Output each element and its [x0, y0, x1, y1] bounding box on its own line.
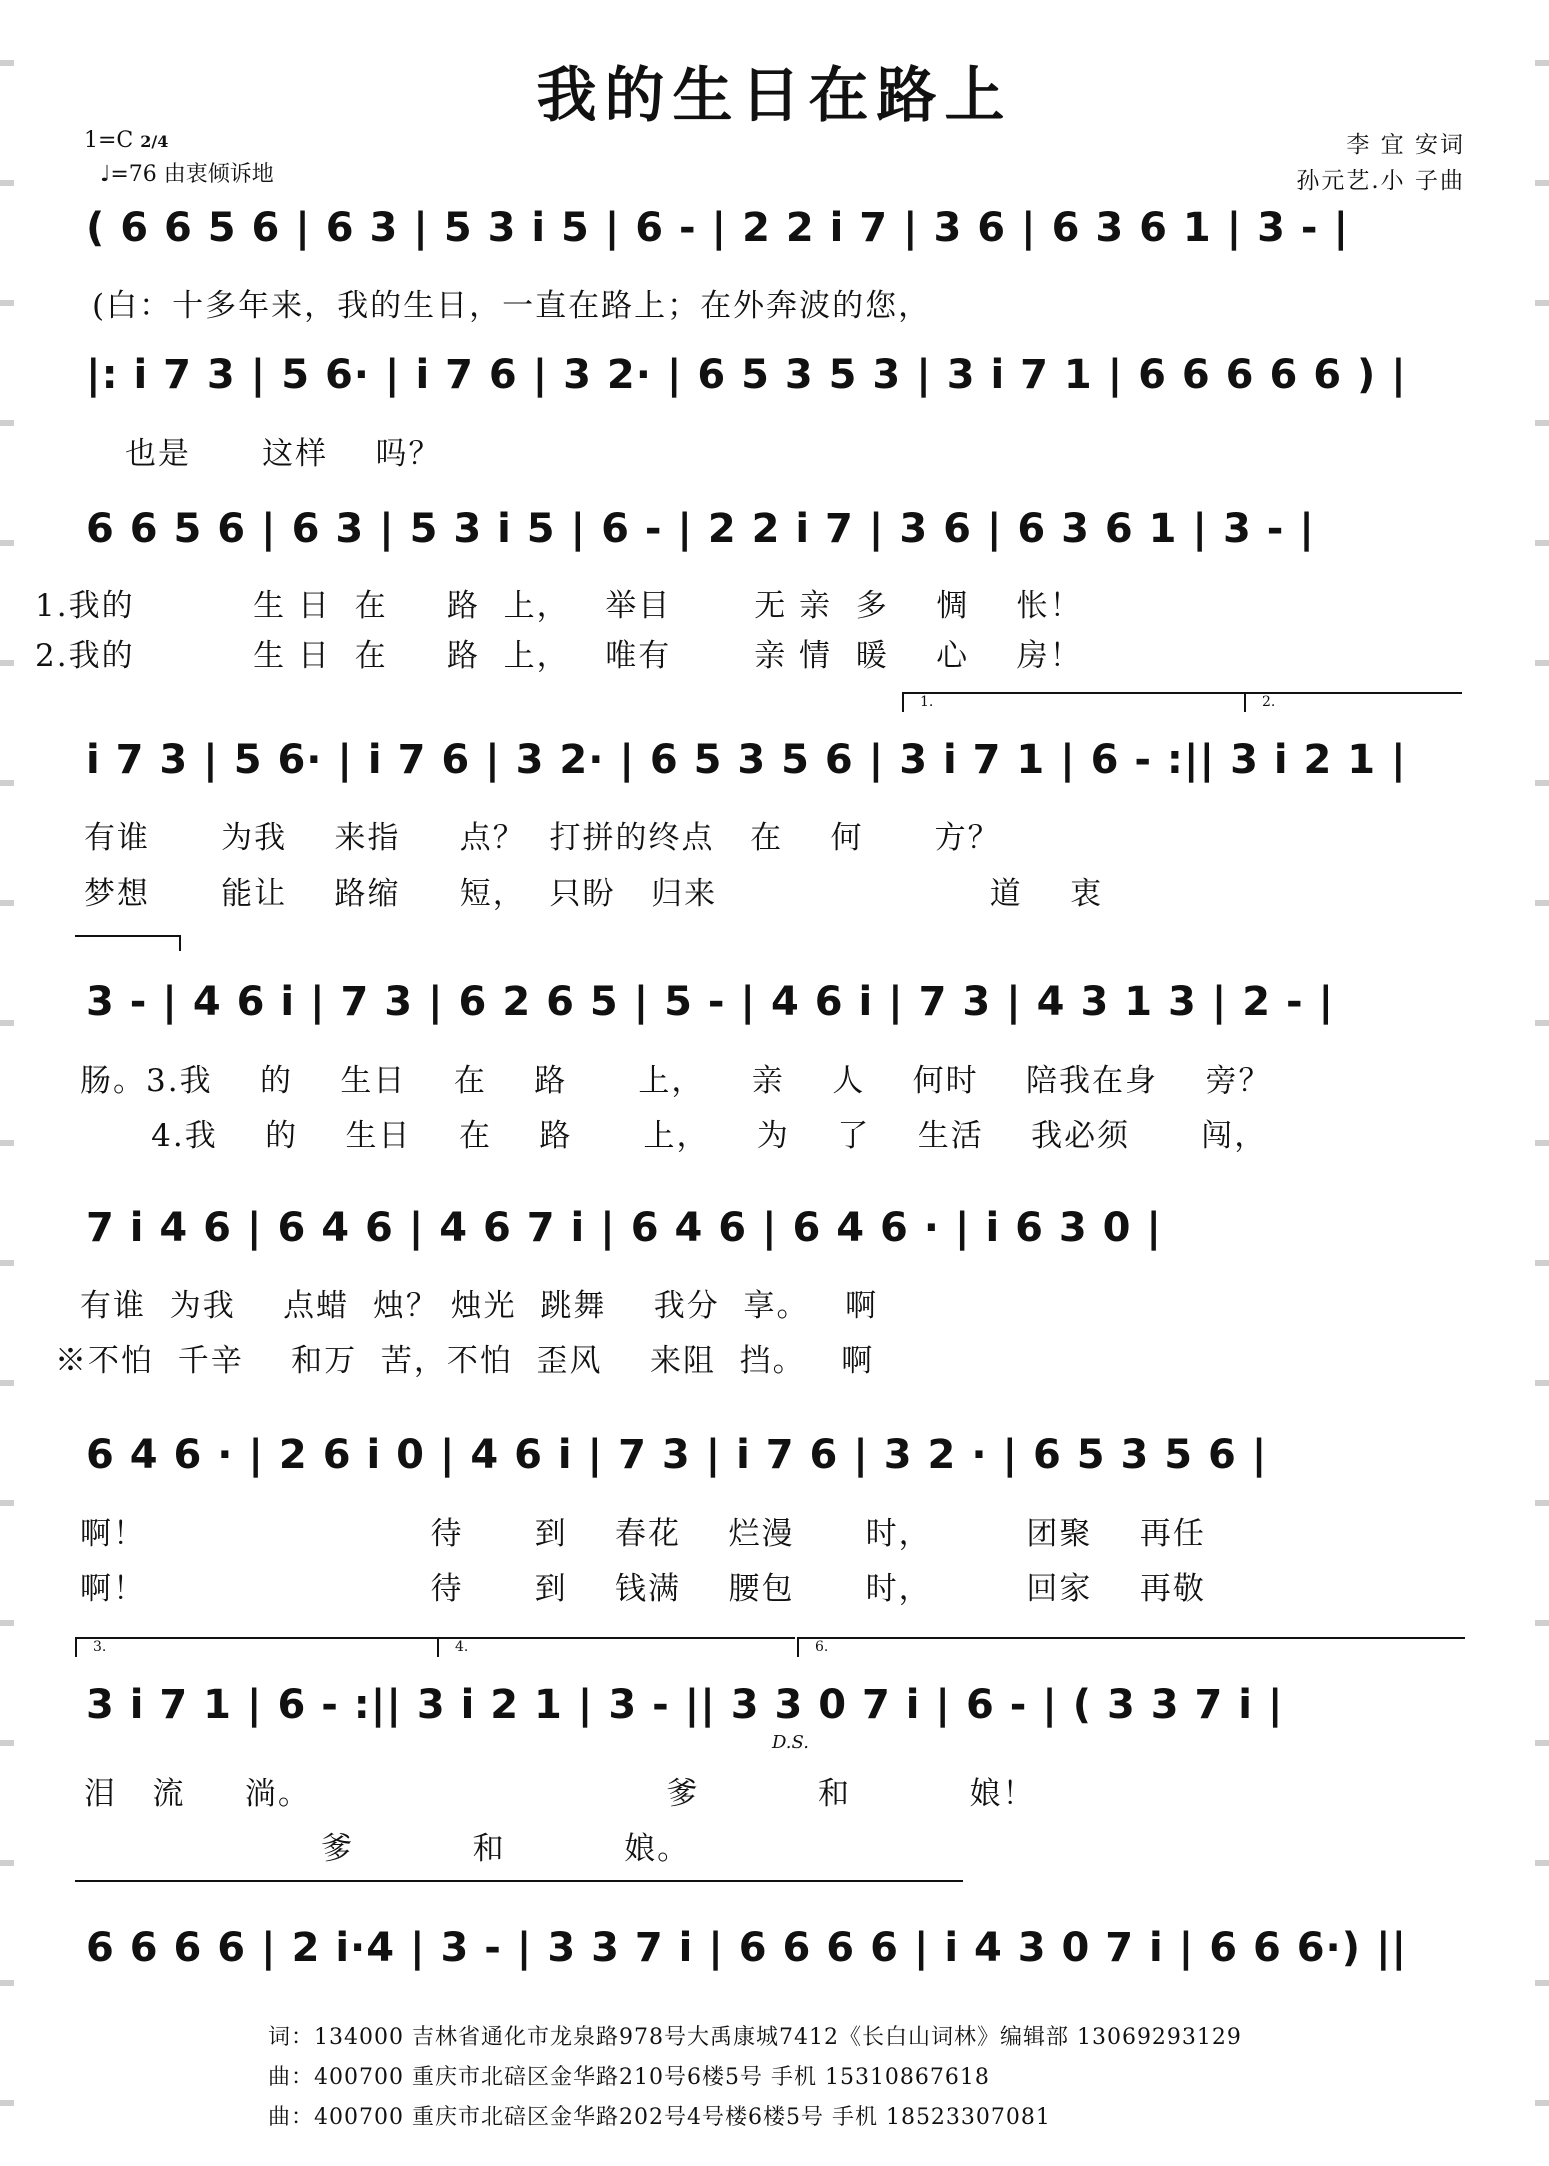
ds-marking: D.S.	[772, 1732, 809, 1753]
lyricist-credit: 李 宜 安词	[1346, 132, 1465, 158]
lyric-line: 啊！ 待 到 春花 烂漫 时， 团聚 再任	[80, 1516, 1206, 1552]
staff-line: ( 6 6 5 6 | 6 3 | 5 3 i 5 | 6 - | 2 2 i 7 | 3 6 | 6 3 6 1 | 3 - |	[86, 205, 1350, 251]
lyricist-address: 词：134000 吉林省通化市龙泉路978号大禹康城7412《长白山词林》编辑部 13069293129	[268, 2025, 1242, 2050]
lyric-line: 也是 这样 吗？	[125, 436, 442, 472]
composer-address: 曲：400700 重庆市北碚区金华路210号6楼5号 手机 15310867618	[268, 2065, 990, 2090]
lyric-line: 啊！ 待 到 钱满 腰包 时， 回家 再敬	[80, 1571, 1206, 1607]
lyric-line: 肠。3.我 的 生日 在 路 上， 亲 人 何时 陪我在身 旁？	[80, 1063, 1272, 1099]
staff-line: |: i 7 3 | 5 6· | i 7 6 | 3 2· | 6 5 3 5 3 | 3 i 7 1 | 6 6 6 6 6 ) |	[86, 352, 1407, 398]
composer-address: 曲：400700 重庆市北碚区金华路202号4号楼6楼5号 手机 18523307081	[268, 2105, 1051, 2130]
key-label: 1=C	[84, 128, 134, 153]
volta-end-bracket	[75, 935, 181, 951]
staff-line: 3 - | 4 6 i | 7 3 | 6 2 6 5 | 5 - | 4 6 i | 7 3 | 4 3 1 3 | 2 - |	[86, 979, 1335, 1025]
key-signature	[84, 128, 168, 154]
lyric-line: 梦想 能让 路缩 短， 只盼 归来 道 衷	[84, 876, 1104, 912]
staff-line: 6 6 5 6 | 6 3 | 5 3 i 5 | 6 - | 2 2 i 7 | 3 6 | 6 3 6 1 | 3 - |	[86, 506, 1315, 552]
staff-line: 3 i 7 1 | 6 - :|| 3 i 2 1 | 3 - || 3 3 0 7 i | 6 - | ( 3 3 7 i |	[86, 1682, 1284, 1728]
staff-line: 7 i 4 6 | 6 4 6 | 4 6 7 i | 6 4 6 | 6 4 6 · | i 6 3 0 |	[86, 1205, 1162, 1251]
lyric-line: 有谁 为我 来指 点？ 打拼的终点 在 何 方？	[84, 820, 1001, 856]
left-decorative-border	[0, 0, 14, 2166]
time-signature: 2/4	[140, 132, 169, 151]
volta-1: 1.	[902, 692, 1250, 712]
staff-line: i 7 3 | 5 6· | i 7 6 | 3 2· | 6 5 3 5 6 | 3 i 7 1 | 6 - :|| 3 i 2 1 |	[86, 737, 1407, 783]
lyric-line: 泪 流 淌。 爹 和 娘！	[84, 1776, 1036, 1812]
lyric-line: 爹 和 娘。	[84, 1831, 691, 1867]
lyric-line: 有谁 为我 点蜡 烛？ 烛光 跳舞 我分 享。 啊	[80, 1288, 879, 1324]
lyric-line: 4.我 的 生日 在 路 上， 为 了 生活 我必须 闯，	[80, 1118, 1268, 1154]
volta-3: 3.	[75, 1637, 443, 1657]
lyric-line: ※不怕 千辛 和万 苦，不怕 歪风 来阻 挡。 啊	[55, 1343, 875, 1379]
staff-line: 6 4 6 · | 2 6 i 0 | 4 6 i | 7 3 | i 7 6 | 3 2 · | 6 5 3 5 6 |	[86, 1432, 1268, 1478]
divider-line	[75, 1880, 963, 1882]
staff-line: 6 6 6 6 | 2 i·4 | 3 - | 3 3 7 i | 6 6 6 6 | i 4 3 0 7 i | 6 6 6·) ||	[86, 1925, 1408, 1971]
right-decorative-border	[1535, 0, 1549, 2166]
song-title: 我的生日在路上	[536, 61, 1013, 131]
lyric-line: 1.我的 生 日 在 路 上， 举目 无 亲 多 惆 怅！	[35, 588, 1083, 624]
composer-credit: 孙元艺.小 子曲	[1296, 168, 1465, 194]
lyric-line: 2.我的 生 日 在 路 上， 唯有 亲 情 暖 心 房！	[35, 638, 1083, 674]
volta-6: 6.	[797, 1637, 1465, 1657]
lyric-line: (白：十多年来，我的生日，一直在路上；在外奔波的您，	[92, 288, 932, 324]
volta-2: 2.	[1244, 692, 1462, 712]
volta-4: 4.	[437, 1637, 795, 1657]
tempo-marking: ♩=76 由衷倾诉地	[100, 162, 274, 187]
